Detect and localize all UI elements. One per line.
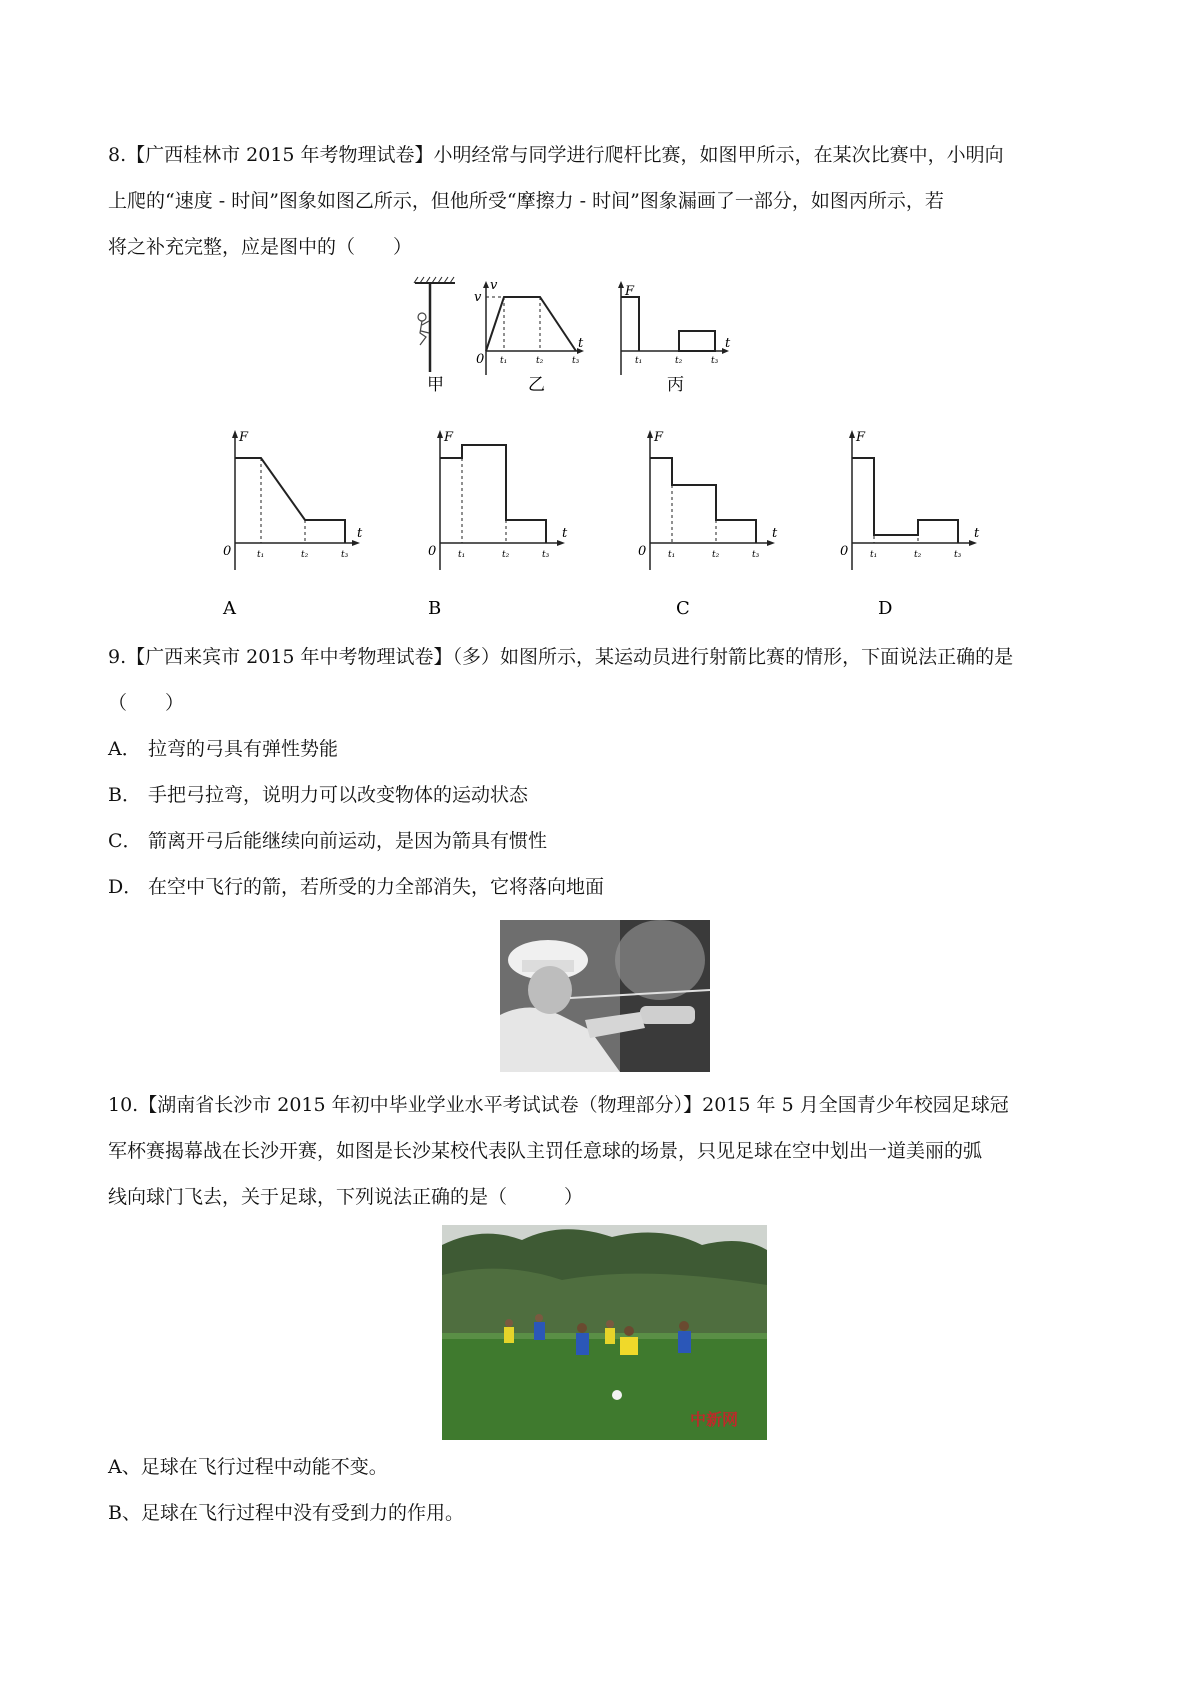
bing-axis-F: F (625, 284, 635, 299)
q9-option-c-letter: C． (108, 830, 142, 852)
yi-axis-v: v (490, 278, 498, 293)
c-t3: t₃ (752, 550, 760, 560)
figure-jia (414, 277, 455, 395)
q8-line-3: 将之补充完整，应是图中的（ ） (108, 236, 413, 258)
bing-t2: t₂ (675, 356, 683, 366)
q10-line-1: 10.【湖南省长沙市 2015 年初中毕业学业水平考试试卷（物理部分）】2015 年 5 月全国青少年校园足球冠 (108, 1094, 1009, 1116)
q10-line-2: 军杯赛揭幕战在长沙开赛，如图是长沙某校代表队主罚任意球的场景，只见足球在空中划出一道美丽的弧 (108, 1140, 983, 1162)
choice-c: C (676, 598, 690, 619)
d-t2: t₂ (914, 550, 922, 560)
choice-d: D (878, 598, 893, 619)
q8-line-2: 上爬的“速度 - 时间”图象如图乙所示，但他所受“摩擦力 - 时间”图象漏画了一部分，如图丙所示，若 (108, 190, 944, 212)
figure-yi (474, 278, 584, 395)
b-origin: 0 (428, 544, 437, 559)
b-axis-F: F (444, 430, 454, 445)
q9-option-d-text: 在空中飞行的箭，若所受的力全部消失，它将落向地面 (148, 876, 605, 898)
q9-option-b-text: 手把弓拉弯，说明力可以改变物体的运动状态 (148, 784, 529, 806)
bing-t3: t₃ (711, 356, 719, 366)
q8-line-1: 8.【广西桂林市 2015 年考物理试卷】小明经常与同学进行爬杆比赛，如图甲所示，在某次比赛中，小明向 (108, 144, 1004, 166)
q9-option-d-letter: D． (108, 876, 143, 898)
a-axis-t: t (357, 526, 363, 541)
yi-t3: t₃ (572, 356, 580, 366)
a-t1: t₁ (257, 550, 265, 560)
yi-t2: t₂ (536, 356, 544, 366)
label-yi: 乙 (528, 375, 545, 395)
d-axis-t: t (974, 526, 980, 541)
bing-axis-t: t (725, 336, 731, 351)
choice-graph-c (638, 430, 778, 619)
yi-origin: 0 (476, 352, 485, 367)
b-t3: t₃ (542, 550, 550, 560)
d-t1: t₁ (870, 550, 878, 560)
d-origin: 0 (840, 544, 849, 559)
choice-graph-a (222, 430, 363, 619)
c-t2: t₂ (712, 550, 720, 560)
q9-option-c (108, 826, 547, 856)
a-axis-F: F (239, 430, 249, 445)
q8-choice-graphs (215, 425, 1045, 625)
q9-option-a-text: 拉弯的弓具有弹性势能 (148, 738, 339, 760)
b-axis-t: t (562, 526, 568, 541)
q9-option-b (108, 780, 528, 810)
q9-option-a-letter: A． (108, 738, 141, 760)
figure-bing (618, 281, 731, 395)
q9-option-a (108, 734, 338, 764)
q10-option-b: B、足球在飞行过程中没有受到力的作用。 (108, 1502, 464, 1524)
a-t2: t₂ (301, 550, 309, 560)
archer-photo (500, 920, 710, 1072)
climber-icon (418, 313, 429, 345)
bing-t1: t₁ (635, 356, 643, 366)
b-t1: t₁ (458, 550, 466, 560)
q8-figure-top (400, 275, 820, 400)
c-t1: t₁ (668, 550, 676, 560)
photo-watermark: 中新网 (690, 1410, 739, 1429)
a-origin: 0 (223, 544, 232, 559)
c-axis-t: t (772, 526, 778, 541)
c-origin: 0 (638, 544, 647, 559)
q9-option-d (108, 872, 604, 902)
b-t2: t₂ (502, 550, 510, 560)
choice-graph-d (840, 430, 980, 619)
q10-line-3: 线向球门飞去，关于足球，下列说法正确的是（ ） (108, 1186, 584, 1208)
label-bing: 丙 (667, 375, 684, 395)
d-t3: t₃ (954, 550, 962, 560)
q10-option-a: A、足球在飞行过程中动能不变。 (108, 1456, 388, 1478)
q9-option-c-text: 箭离开弓后能继续向前运动，是因为箭具有惯性 (148, 830, 548, 852)
a-t3: t₃ (341, 550, 349, 560)
q9-line-2: （ ） (108, 692, 185, 714)
q9-option-b-letter: B． (108, 784, 141, 806)
yi-t1: t₁ (500, 356, 508, 366)
yi-axis-t: t (578, 336, 584, 351)
choice-a: A (223, 598, 236, 619)
q9-line-1: 9.【广西来宾市 2015 年中考物理试卷】（多）如图所示，某运动员进行射箭比赛的情形，下面说法正确的是 (108, 646, 1014, 668)
c-axis-F: F (654, 430, 664, 445)
yi-axis-v-level: v (474, 290, 482, 305)
d-axis-F: F (856, 430, 866, 445)
soccer-photo (442, 1225, 767, 1440)
label-jia: 甲 (427, 375, 444, 395)
choice-graph-b (428, 430, 568, 619)
choice-b: B (428, 598, 442, 619)
